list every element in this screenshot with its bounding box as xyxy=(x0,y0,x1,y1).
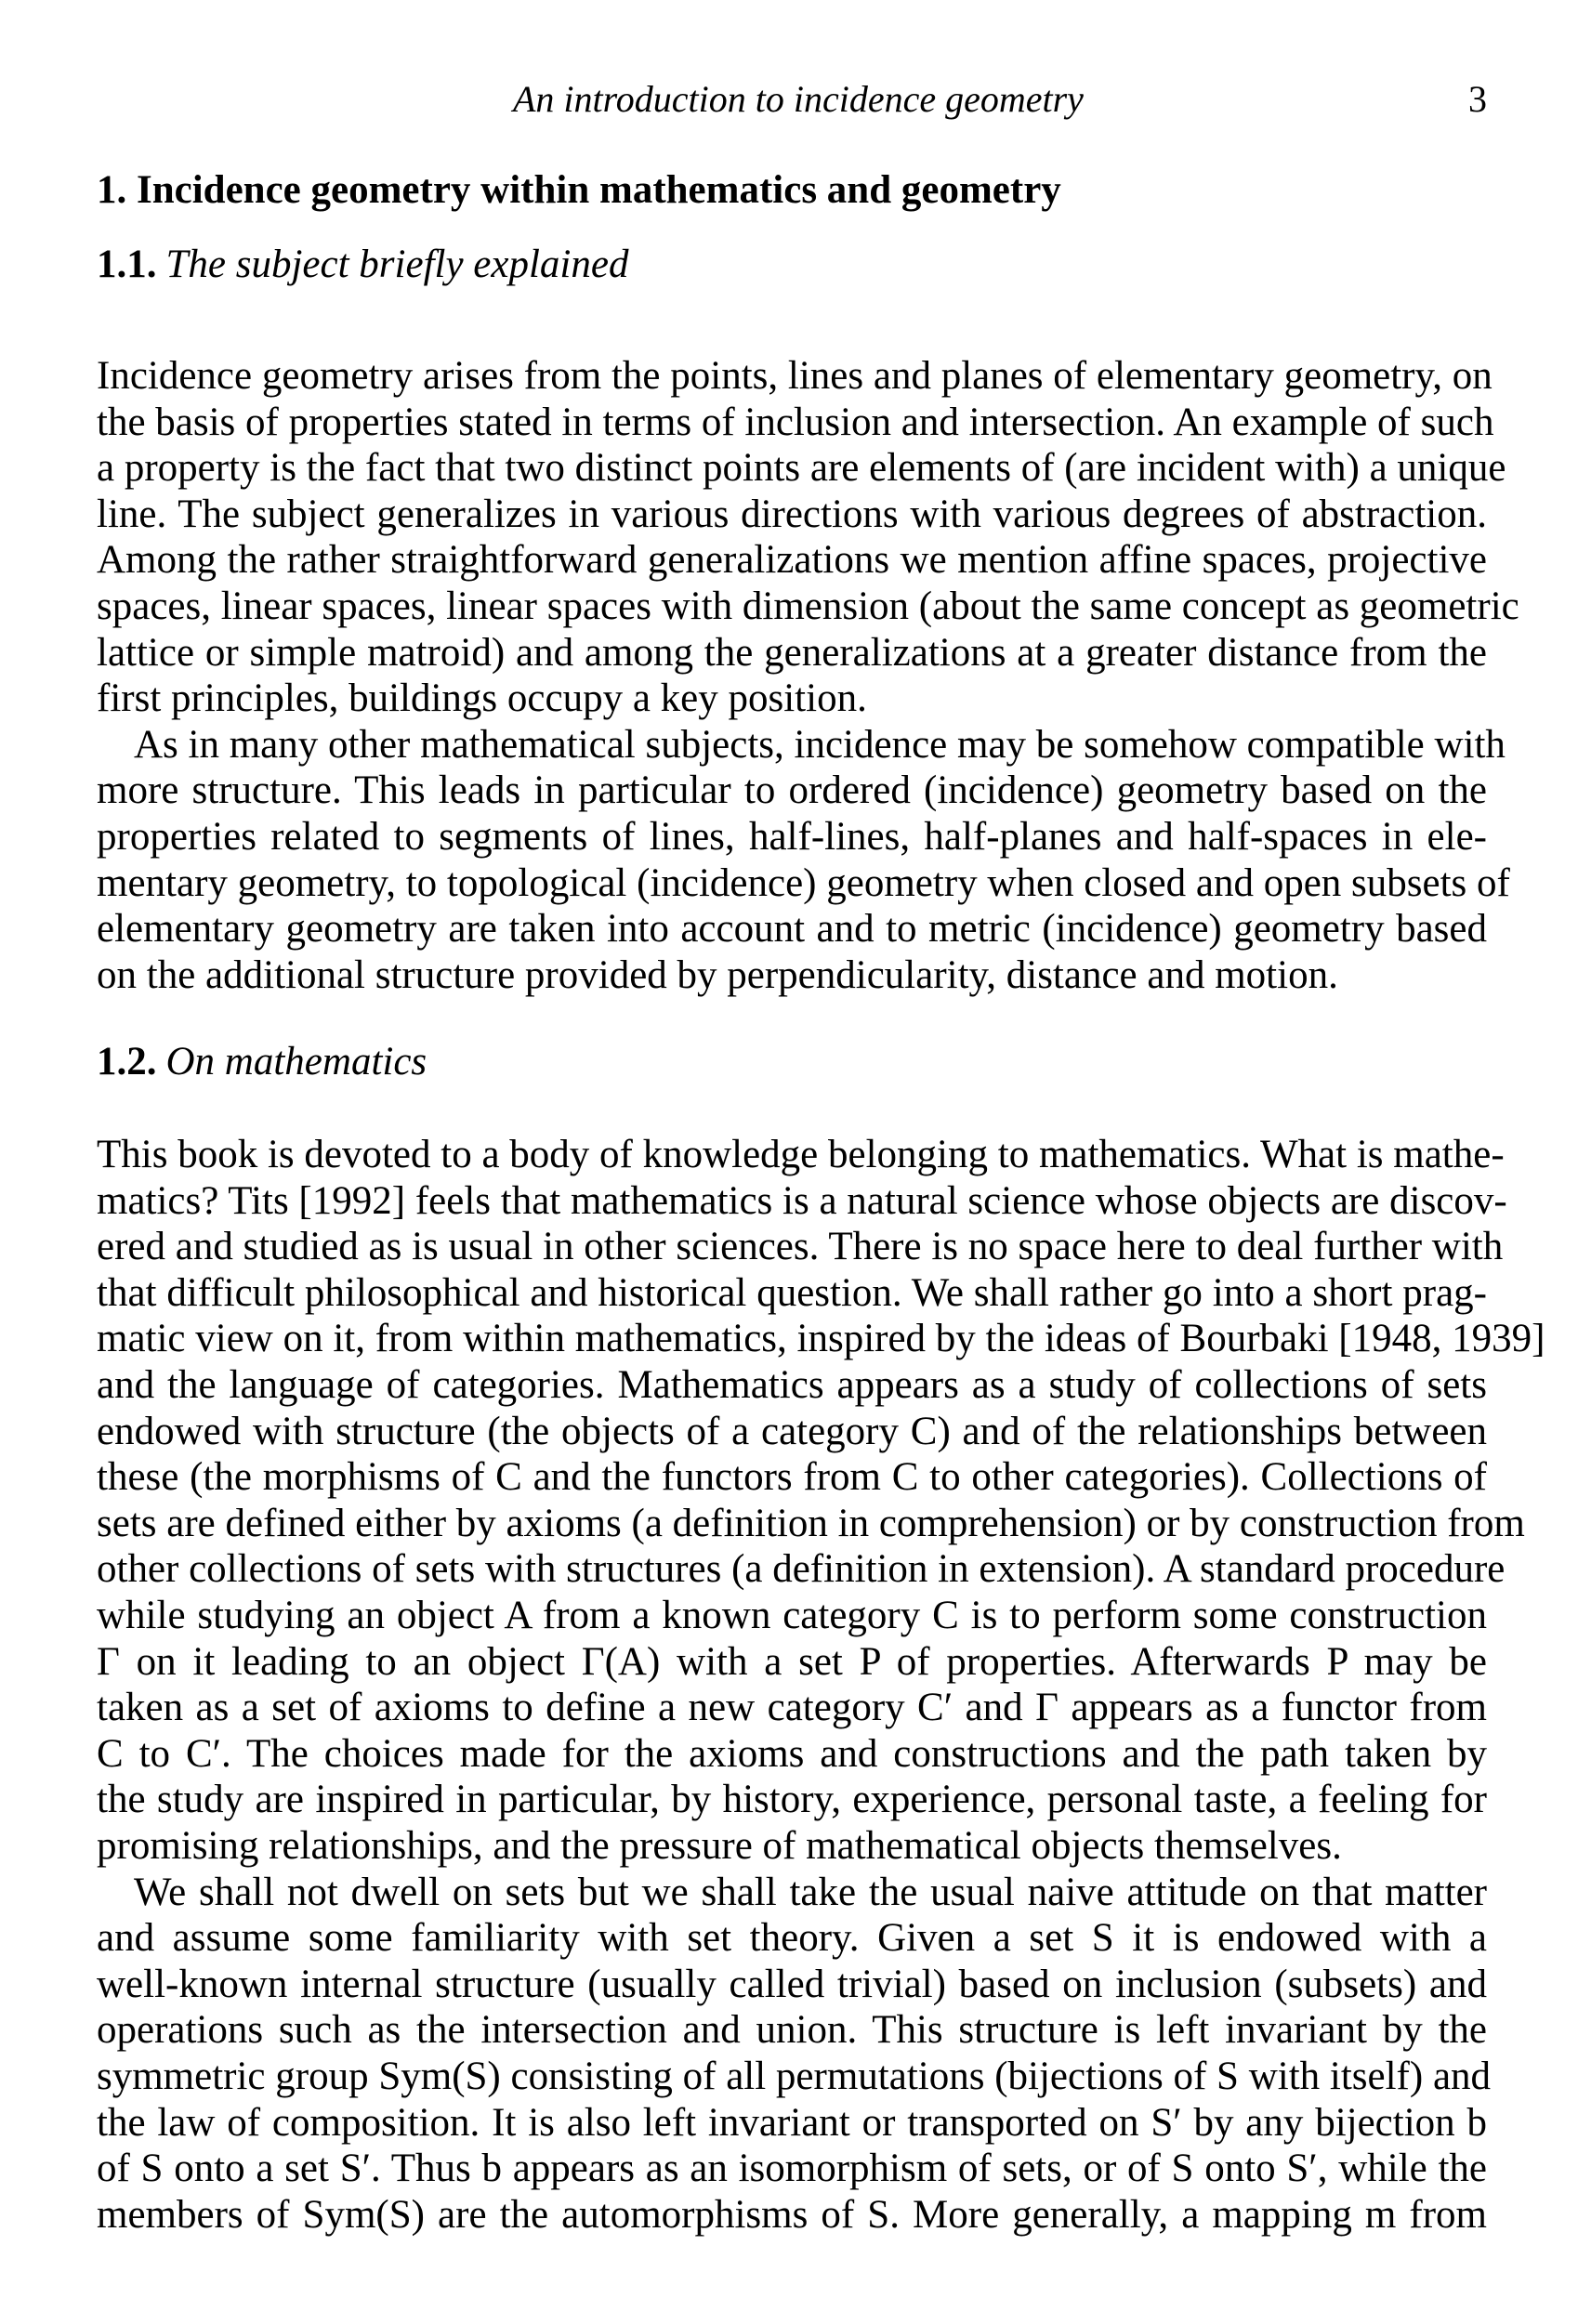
text-line: Incidence geometry arises from the points, lines and planes of elementary geometry, on xyxy=(97,354,1493,398)
paragraph-on-mathematics xyxy=(97,1132,1545,1870)
text-line: the basis of properties stated in terms of inclusion and intersection. An example of such xyxy=(97,400,1494,444)
text-line: the law of composition. It is also left invariant or transported on S′ by any bijection b xyxy=(97,2100,1487,2145)
page-number: 3 xyxy=(1468,78,1487,120)
text-line: C to C′. The choices made for the axioms and constructions and the path taken by xyxy=(97,1731,1487,1776)
text-line: matic view on it, from within mathematics, inspired by the ideas of Bourbaki [1948, 1939] xyxy=(97,1317,1545,1361)
text-line: operations such as the intersection and union. This structure is left invariant by the xyxy=(97,2008,1487,2053)
text-line: lattice or simple matroid) and among the generalizations at a greater distance from the xyxy=(97,630,1487,675)
chapter-heading: 1. Incidence geometry within mathematics and geometry xyxy=(97,168,1061,212)
text-line: sets are defined either by axioms (a definition in comprehension) or by construction from xyxy=(97,1501,1525,1545)
text-line: these (the morphisms of C and the functors from C to other categories). Collections of xyxy=(97,1455,1487,1500)
text-line: We shall not dwell on sets but we shall take the usual naive attitude on that matter xyxy=(134,1870,1487,1914)
text-line: matics? Tits [1992] feels that mathematics is a natural science whose objects are discov- xyxy=(97,1178,1507,1223)
text-line: of S onto a set S′. Thus b appears as an isomorphism of sets, or of S onto S′, while the xyxy=(97,2147,1487,2191)
text-line: and the language of categories. Mathematics appears as a study of collections of sets xyxy=(97,1362,1487,1407)
text-line: endowed with structure (the objects of a category C) and of the relationships between xyxy=(97,1409,1487,1453)
text-line: elementary geometry are taken into account and to metric (incidence) geometry based xyxy=(97,907,1487,952)
text-line: symmetric group Sym(S) consisting of all permutations (bijections of S with itself) and xyxy=(97,2054,1492,2098)
text-line: while studying an object A from a known category C is to perform some construction xyxy=(97,1593,1487,1637)
text-line: first principles, buildings occupy a key position. xyxy=(97,676,867,721)
text-line: other collections of sets with structures (a definition in extension). A standard procedure xyxy=(97,1547,1506,1592)
paragraph-incidence-structure xyxy=(97,722,1510,999)
paragraph-incidence-geometry-intro xyxy=(97,353,1519,722)
text-line: Among the rather straightforward generalizations we mention affine spaces, projective xyxy=(97,538,1487,583)
text-line: well-known internal structure (usually called trivial) based on inclusion (subsets) and xyxy=(97,1962,1487,2006)
text-line: members of Sym(S) are the automorphisms of S. More generally, a mapping m from xyxy=(97,2192,1487,2237)
section-title: On mathematics xyxy=(165,1040,427,1083)
text-line: properties related to segments of lines, half-lines, half-planes and half-spaces in ele- xyxy=(97,814,1487,859)
section-number: 1.1. xyxy=(97,243,157,286)
text-line: a property is the fact that two distinct points are elements of (are incident with) a unique xyxy=(97,446,1506,491)
running-header-title: An introduction to incidence geometry xyxy=(513,78,1084,120)
text-line: As in many other mathematical subjects, incidence may be somehow compatible with xyxy=(134,722,1506,767)
text-line: on the additional structure provided by perpendicularity, distance and motion. xyxy=(97,952,1338,997)
text-line: more structure. This leads in particular to ordered (incidence) geometry based on the xyxy=(97,768,1487,813)
section-title: The subject briefly explained xyxy=(165,243,629,286)
text-line: Γ on it leading to an object Γ(A) with a set P of properties. Afterwards P may be xyxy=(97,1639,1487,1684)
text-line: that difficult philosophical and historical question. We shall rather go into a short prag- xyxy=(97,1270,1487,1315)
text-line: the study are inspired in particular, by history, experience, personal taste, a feeling for xyxy=(97,1778,1487,1822)
text-line: promising relationships, and the pressure of mathematical objects themselves. xyxy=(97,1823,1342,1868)
section-heading-1-1 xyxy=(97,242,628,288)
text-line: spaces, linear spaces, linear spaces with dimension (about the same concept as geometric xyxy=(97,584,1519,628)
text-line: line. The subject generalizes in various directions with various degrees of abstraction. xyxy=(97,492,1487,536)
text-line: mentary geometry, to topological (incidence) geometry when closed and open subsets of xyxy=(97,860,1510,905)
text-line: This book is devoted to a body of knowledge belonging to mathematics. What is mathe- xyxy=(97,1133,1505,1176)
section-number: 1.2. xyxy=(97,1040,157,1083)
text-line: taken as a set of axioms to define a new category C′ and Γ appears as a functor from xyxy=(97,1686,1487,1730)
text-line: and assume some familiarity with set theory. Given a set S it is endowed with a xyxy=(97,1916,1487,1961)
section-heading-1-2 xyxy=(97,1039,427,1085)
paragraph-sets-and-structure xyxy=(97,1870,1492,2239)
text-line: ered and studied as is usual in other sciences. There is no space here to deal further with xyxy=(97,1225,1504,1269)
